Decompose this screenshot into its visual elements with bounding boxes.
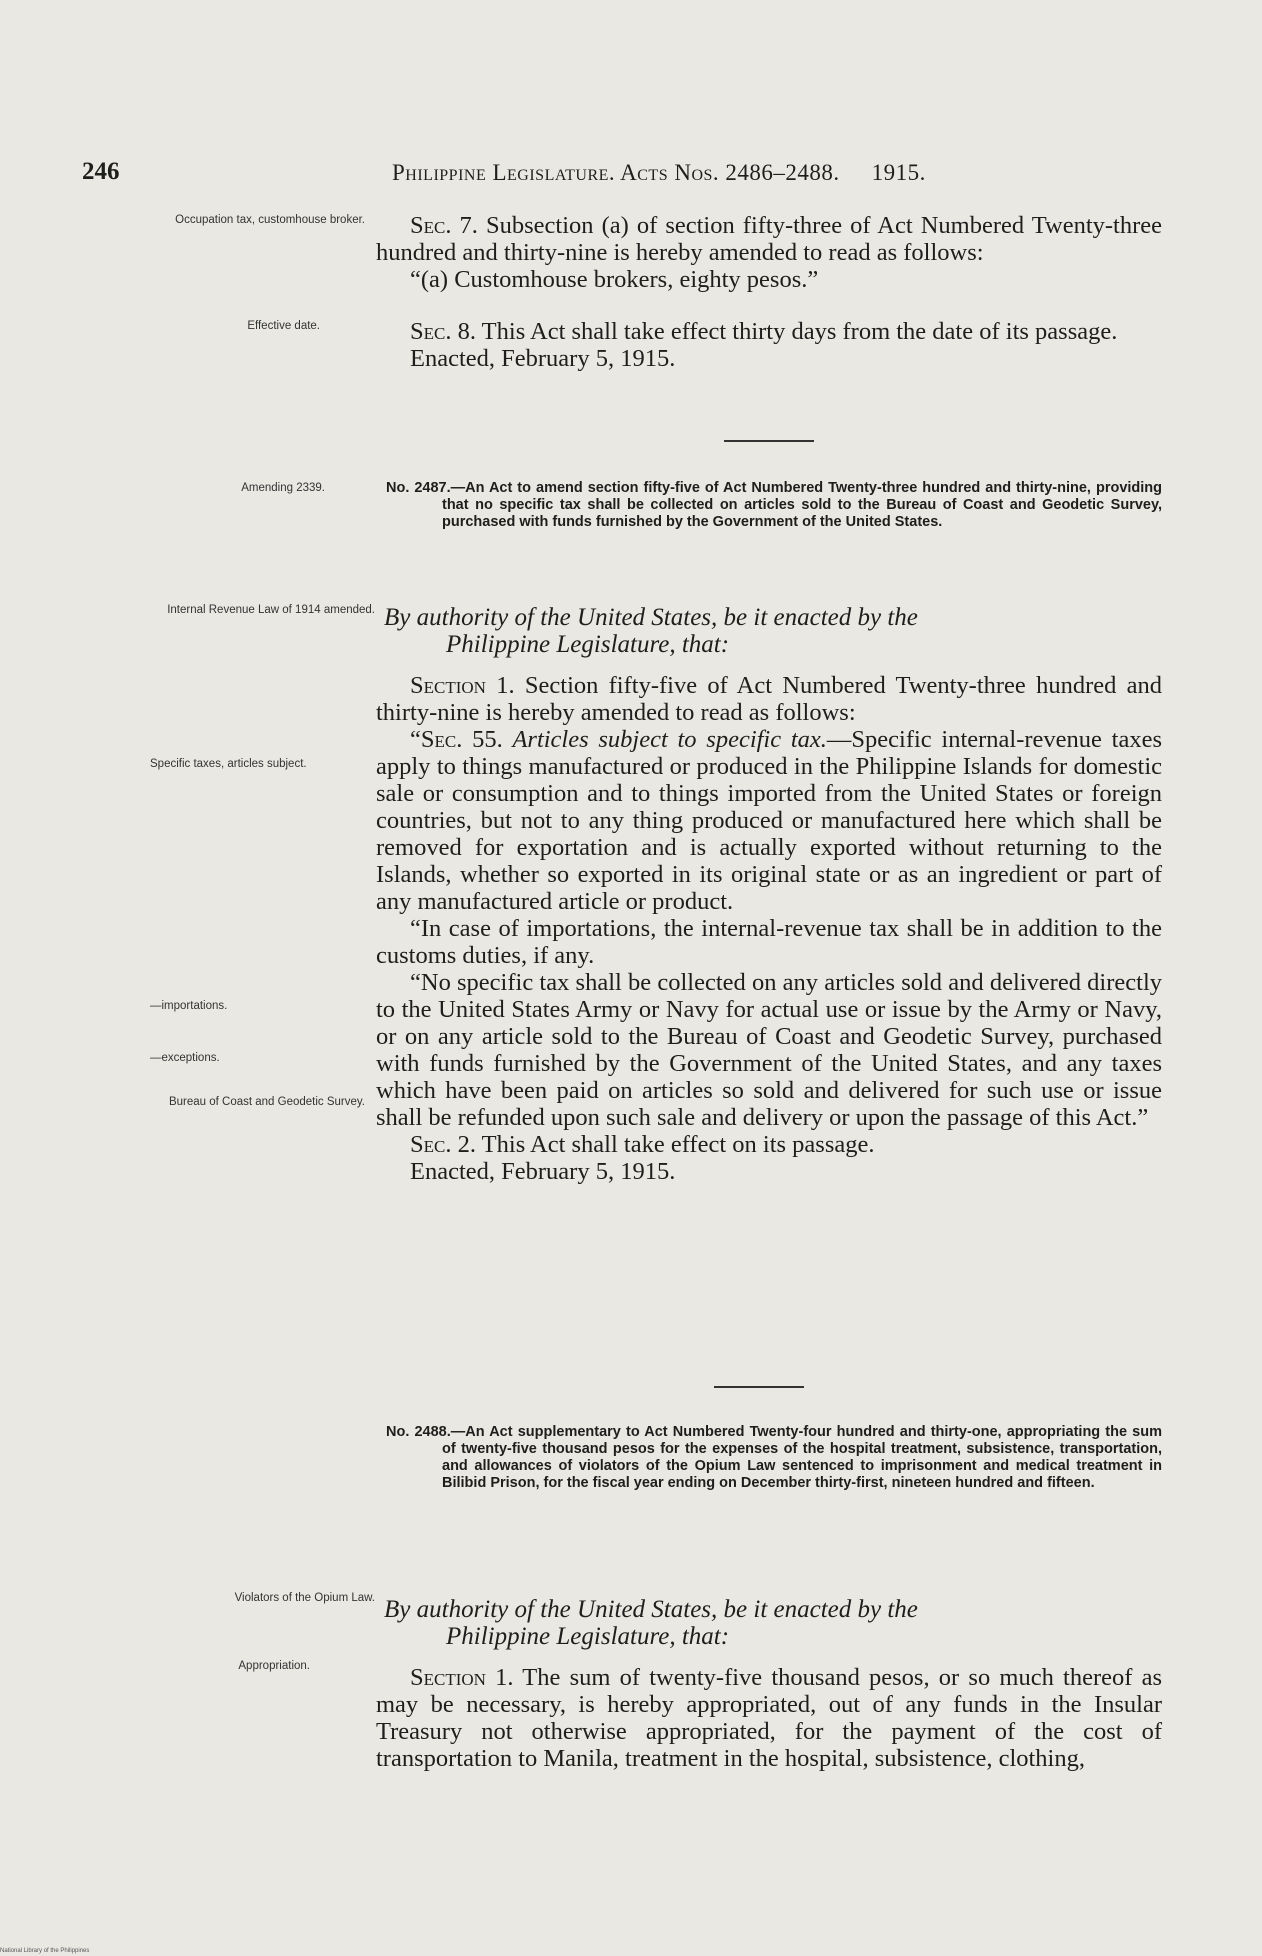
act-2487-sec55	[376, 726, 1162, 915]
act-2488-sec1	[376, 1664, 1162, 1772]
section-divider	[724, 440, 814, 442]
act-2487-sec2-label: Sec. 2.	[410, 1131, 476, 1158]
sec55-label: “Sec. 55.	[410, 726, 503, 753]
act-2487-enacting-line1: By authority of the United States, be it enacted by the	[384, 604, 918, 631]
sec7-label: Sec. 7.	[410, 212, 478, 239]
act-2487-enacting-clause	[384, 604, 1164, 658]
sec7-paragraph	[376, 212, 1162, 266]
act-2487-enacted: Enacted, February 5, 1915.	[410, 1158, 676, 1185]
importations-paragraph: “In case of importations, the internal-revenue tax shall be in addition to the customs duties, if any.	[376, 915, 1162, 969]
act-2487-body	[376, 672, 1162, 1185]
sec8-text: This Act shall take effect thirty days from the date of its passage.	[481, 318, 1118, 345]
act-2487-title-block	[386, 480, 1162, 531]
margin-note-specific-taxes: Specific taxes, articles subject.	[150, 758, 307, 770]
running-title-text: Philippine Legislature. Acts Nos. 2486–2488.	[392, 160, 840, 185]
sec55-text: —Specific internal-revenue taxes apply to things manufactured or produced in the Philippine Islands for domestic sale or consumption and to things imported from the United States or foreign countries, but not to any thing produced or manufactured here which shall be removed for exportation and is actually exported without returning to the Islands, whether so exported in its original state or as an ingredient or part of any manufactured article or product.	[376, 726, 1162, 915]
act-2488-enacting-line1: By authority of the United States, be it enacted by the	[384, 1596, 918, 1623]
page-header	[82, 158, 1162, 198]
act-2487-title	[386, 480, 1162, 531]
sec55-heading: Articles subject to specific tax.	[512, 726, 827, 753]
margin-note-internal-revenue: Internal Revenue Law of 1914 amended.	[167, 604, 375, 616]
section-divider-2	[714, 1386, 804, 1388]
act-2487-sec2	[376, 1131, 1162, 1158]
act-2487-sec2-text: This Act shall take effect on its passage.	[481, 1131, 875, 1158]
act-2488-title-text: —An Act supplementary to Act Numbered Twenty-four hundred and thirty-one, appropriating the sum of twenty-five thousand pesos for the expenses of the hospital treatment, subsistence, transportation, and allowances of violators of the Opium Law sentenced to imprisonment and medical treatment in Bilibid Prison, for the fiscal year ending on December thirty-first, nineteen hundred and fifteen.	[442, 1424, 1162, 1491]
act-2486-sec7	[376, 212, 1162, 293]
margin-note-appropriation: Appropriation.	[238, 1660, 310, 1672]
act-2487-number: No. 2487.	[386, 480, 451, 496]
sec7-quote: “(a) Customhouse brokers, eighty pesos.”	[410, 266, 819, 293]
sec8-label: Sec. 8.	[410, 318, 476, 345]
act-2487-sec1-label: Section 1.	[410, 672, 515, 699]
exceptions-paragraph: “No specific tax shall be collected on any articles sold and delivered directly to the United States Army or Navy for actual use or issue by the Army or Navy, or on any article sold to the Bureau of Coast and Geodetic Survey, purchased with funds furnished by the Government of the United States, and any taxes which have been paid on articles so sold and delivered for such use or issue shall be refunded upon such sale and delivery or upon the passage of this Act.”	[376, 969, 1162, 1131]
act-2488-sec1-text: The sum of twenty-five thousand pesos, or so much thereof as may be necessary, is hereby appropriated, out of any funds in the Insular Treasury not otherwise appropriated, for the payment of the cost of transportation to Manila, treatment in the hospital, subsistence, clothing,	[376, 1664, 1162, 1772]
act-2488-body	[376, 1664, 1162, 1772]
act-2486-enacted: Enacted, February 5, 1915.	[410, 345, 676, 372]
margin-note-violators: Violators of the Opium Law.	[234, 1592, 375, 1604]
running-title	[392, 160, 926, 186]
margin-note-exceptions: —exceptions.	[150, 1052, 220, 1064]
page-number: 246	[82, 158, 120, 185]
act-2487-sec1	[376, 672, 1162, 726]
running-title-year: 1915.	[871, 160, 926, 185]
sec7-text: Subsection (a) of section fifty-three of Act Numbered Twenty-three hundred and thirty-nine is hereby amended to read as follows:	[376, 212, 1162, 266]
margin-note-amending: Amending 2339.	[241, 482, 325, 494]
act-2487-title-text: —An Act to amend section fifty-five of Act Numbered Twenty-three hundred and thirty-nine, providing that no specific tax shall be collected on articles sold to the Bureau of Coast and Geodetic Survey, purchased with funds furnished by the Government of the United States.	[442, 480, 1163, 530]
act-2488-sec1-label: Section 1.	[410, 1664, 514, 1691]
margin-note-bureau-coast: Bureau of Coast and Geodetic Survey.	[168, 1096, 365, 1108]
act-2487-enacting-line2: Philippine Legislature, that:	[446, 631, 730, 658]
sec8-paragraph	[376, 318, 1162, 345]
margin-note-importations: —importations.	[150, 1000, 228, 1012]
scan-footer: National Library of the Philippines	[0, 1948, 90, 1954]
act-2486-sec8	[376, 318, 1162, 372]
act-2488-number: No. 2488.	[386, 1424, 451, 1440]
act-2488-enacting-line2: Philippine Legislature, that:	[446, 1623, 730, 1650]
act-2488-title	[386, 1424, 1162, 1492]
act-2487-sec1-text: Section fifty-five of Act Numbered Twenty-three hundred and thirty-nine is hereby amended to read as follows:	[376, 672, 1163, 726]
act-2488-enacting-clause	[384, 1596, 1164, 1650]
margin-note-occupation-tax: Occupation tax, customhouse broker.	[175, 214, 365, 226]
act-2488-title-block	[386, 1424, 1162, 1492]
margin-note-effective-date: Effective date.	[247, 320, 320, 332]
